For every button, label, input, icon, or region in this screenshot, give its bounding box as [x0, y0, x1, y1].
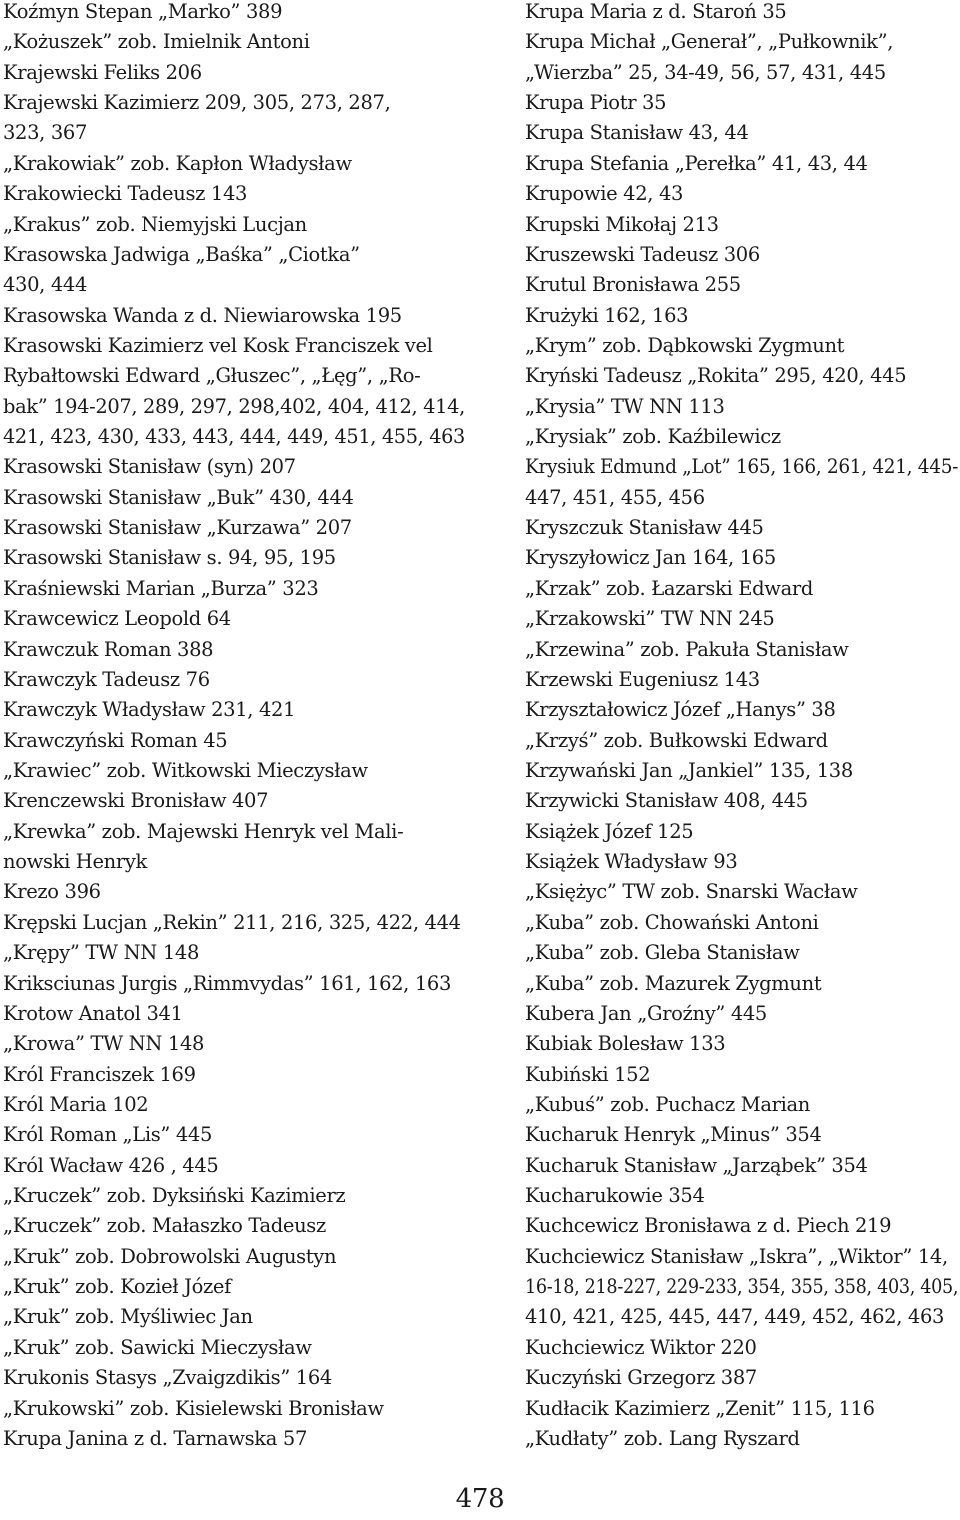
index-entry: „Kudłaty” zob. Lang Ryszard [525, 1426, 800, 1450]
index-entry: „Krzewina” zob. Pakuła Stanisław [525, 637, 849, 661]
index-entry: „Kubuś” zob. Puchacz Marian [525, 1092, 810, 1116]
index-entry: „Wierzba” 25, 34-49, 56, 57, 431, 445 [525, 60, 886, 84]
index-entry: Kubiński 152 [525, 1062, 651, 1086]
index-entry: 447, 451, 455, 456 [525, 485, 705, 509]
index-entry: Krzywański Jan „Jankiel” 135, 138 [525, 758, 853, 782]
index-entry: Kryszyłowicz Jan 164, 165 [525, 546, 776, 570]
index-entry: Krutul Bronisława 255 [525, 273, 741, 297]
index-entry: Kruszewski Tadeusz 306 [525, 242, 760, 266]
index-entry: Krawczyk Tadeusz 76 [3, 667, 210, 691]
index-entry: „Kruczek” zob. Dyksiński Kazimierz [3, 1184, 346, 1208]
index-entry: Król Maria 102 [3, 1092, 149, 1116]
index-entry: 421, 423, 430, 433, 443, 444, 449, 451, 455, 463 [3, 425, 465, 449]
index-entry: 323, 367 [3, 121, 88, 145]
index-entry: „Kruk” zob. Dobrowolski Augustyn [3, 1244, 337, 1268]
index-entry: Kucharukowie 354 [525, 1184, 705, 1208]
index-entry: „Krowa” TW NN 148 [3, 1032, 205, 1056]
index-entry: „Krakus” zob. Niemyjski Lucjan [3, 212, 307, 236]
index-entry: Krępski Lucjan „Rekin” 211, 216, 325, 422, 444 [3, 910, 461, 934]
index-entry: Książek Władysław 93 [525, 850, 738, 874]
index-entry: „Kruk” zob. Sawicki Mieczysław [3, 1335, 312, 1359]
index-entry: Krawcewicz Leopold 64 [3, 607, 231, 631]
index-entry: Król Roman „Lis” 445 [3, 1123, 213, 1147]
index-column-left [3, 0, 465, 1454]
index-entry: Krasowska Wanda z d. Niewiarowska 195 [3, 303, 402, 327]
index-entry: „Krewka” zob. Majewski Henryk vel Mali- [3, 819, 404, 843]
index-entry: „Krzyś” zob. Bułkowski Edward [525, 728, 828, 752]
index-entry: Krupa Maria z d. Staroń 35 [525, 0, 787, 23]
index-entry: Krysiuk Edmund „Lot” 165, 166, 261, 421, 445- [525, 455, 959, 479]
index-entry: Krużyki 162, 163 [525, 303, 689, 327]
index-entry: Kubiak Bolesław 133 [525, 1032, 726, 1056]
index-entry: Kriksciunas Jurgis „Rimmvydas” 161, 162, 163 [3, 971, 452, 995]
index-entry: „Krukowski” zob. Kisielewski Bronisław [3, 1396, 384, 1420]
index-entry: Krasowski Stanisław „Kurzawa” 207 [3, 516, 352, 540]
index-entry: Król Wacław 426 , 445 [3, 1153, 219, 1177]
index-entry: „Krakowiak” zob. Kapłon Władysław [3, 151, 352, 175]
index-entry: „Kuba” zob. Gleba Stanisław [525, 941, 800, 965]
index-entry: Krasowski Stanisław (syn) 207 [3, 455, 296, 479]
index-entry: Krupa Piotr 35 [525, 91, 667, 115]
index-entry: Koźmyn Stepan „Marko” 389 [3, 0, 283, 23]
index-entry: 410, 421, 425, 445, 447, 449, 452, 462, 463 [525, 1305, 945, 1329]
index-entry: Kubera Jan „Groźny” 445 [525, 1001, 767, 1025]
index-entry: „Kuba” zob. Mazurek Zygmunt [525, 971, 822, 995]
index-entry: Kuchcewicz Bronisława z d. Piech 219 [525, 1214, 892, 1238]
index-entry: Krukonis Stasys „Zvaigzdikis” 164 [3, 1366, 332, 1390]
index-entry: Kraśniewski Marian „Burza” 323 [3, 576, 319, 600]
index-entry: Król Franciszek 169 [3, 1062, 196, 1086]
index-entry: „Kruk” zob. Myśliwiec Jan [3, 1305, 253, 1329]
index-entry: Krakowiecki Tadeusz 143 [3, 182, 248, 206]
index-entry: „Krzak” zob. Łazarski Edward [525, 576, 813, 600]
index-entry: Kucharuk Henryk „Minus” 354 [525, 1123, 822, 1147]
index-entry: Kryński Tadeusz „Rokita” 295, 420, 445 [525, 364, 907, 388]
index-entry: Rybałtowski Edward „Głuszec”, „Łęg”, „Ro- [3, 364, 421, 388]
index-entry: bak” 194-207, 289, 297, 298,402, 404, 412, 414, [3, 394, 466, 418]
index-entry: „Kruczek” zob. Małaszko Tadeusz [3, 1214, 326, 1238]
index-entry: Krupa Stanisław 43, 44 [525, 121, 749, 145]
index-entry: Krajewski Kazimierz 209, 305, 273, 287, [3, 91, 391, 115]
index-entry: 430, 444 [3, 273, 88, 297]
index-entry: Krupa Michał „Generał”, „Pułkownik”, [525, 30, 894, 54]
index-entry: Krawczyk Władysław 231, 421 [3, 698, 296, 722]
index-entry: Krzywicki Stanisław 408, 445 [525, 789, 808, 813]
index-entry: Krzewski Eugeniusz 143 [525, 667, 760, 691]
index-entry: nowski Henryk [3, 850, 147, 874]
index-entry: Krenczewski Bronisław 407 [3, 789, 269, 813]
index-entry: „Krępy” TW NN 148 [3, 941, 200, 965]
index-entry: Krezo 396 [3, 880, 101, 904]
index-entry: „Kuba” zob. Chowański Antoni [525, 910, 819, 934]
index-entry: „Krzakowski” TW NN 245 [525, 607, 775, 631]
index-entry: „Krym” zob. Dąbkowski Zygmunt [525, 333, 845, 357]
index-entry: Krupowie 42, 43 [525, 182, 684, 206]
index-entry: „Księżyc” TW zob. Snarski Wacław [525, 880, 858, 904]
index-entry: „Krysia” TW NN 113 [525, 394, 725, 418]
index-entry: Krawczyński Roman 45 [3, 728, 228, 752]
index-entry: Krawczuk Roman 388 [3, 637, 214, 661]
index-entry: „Krawiec” zob. Witkowski Mieczysław [3, 758, 368, 782]
index-entry: Krasowska Jadwiga „Baśka” „Ciotka” [3, 242, 360, 266]
index-entry: Krotow Anatol 341 [3, 1001, 183, 1025]
index-entry: „Kożuszek” zob. Imielnik Antoni [3, 30, 310, 54]
index-entry: Krajewski Feliks 206 [3, 60, 202, 84]
index-entry: „Kruk” zob. Kozieł Józef [3, 1275, 231, 1299]
index-entry: Kuchciewicz Wiktor 220 [525, 1335, 757, 1359]
index-entry: Krupa Stefania „Perełka” 41, 43, 44 [525, 151, 868, 175]
page-number: 478 [455, 1484, 505, 1514]
index-entry: Krasowski Stanisław „Buk” 430, 444 [3, 485, 354, 509]
index-entry: 16-18, 218-227, 229-233, 354, 355, 358, 403, 405, [525, 1275, 959, 1299]
index-entry: „Krysiak” zob. Kaźbilewicz [525, 425, 781, 449]
index-entry: Kuczyński Grzegorz 387 [525, 1366, 757, 1390]
index-column-right [525, 0, 958, 1454]
index-entry: Kucharuk Stanisław „Jarząbek” 354 [525, 1153, 868, 1177]
index-entry: Kudłacik Kazimierz „Zenit” 115, 116 [525, 1396, 875, 1420]
index-entry: Krupski Mikołaj 213 [525, 212, 719, 236]
index-entry: Krasowski Kazimierz vel Kosk Franciszek vel [3, 333, 433, 357]
index-entry: Kuchciewicz Stanisław „Iskra”, „Wiktor” 14, [525, 1244, 948, 1268]
index-entry: Książek Józef 125 [525, 819, 694, 843]
index-entry: Kryszczuk Stanisław 445 [525, 516, 764, 540]
index-entry: Krzyształowicz Józef „Hanys” 38 [525, 698, 836, 722]
index-entry: Krasowski Stanisław s. 94, 95, 195 [3, 546, 336, 570]
index-entry: Krupa Janina z d. Tarnawska 57 [3, 1426, 308, 1450]
